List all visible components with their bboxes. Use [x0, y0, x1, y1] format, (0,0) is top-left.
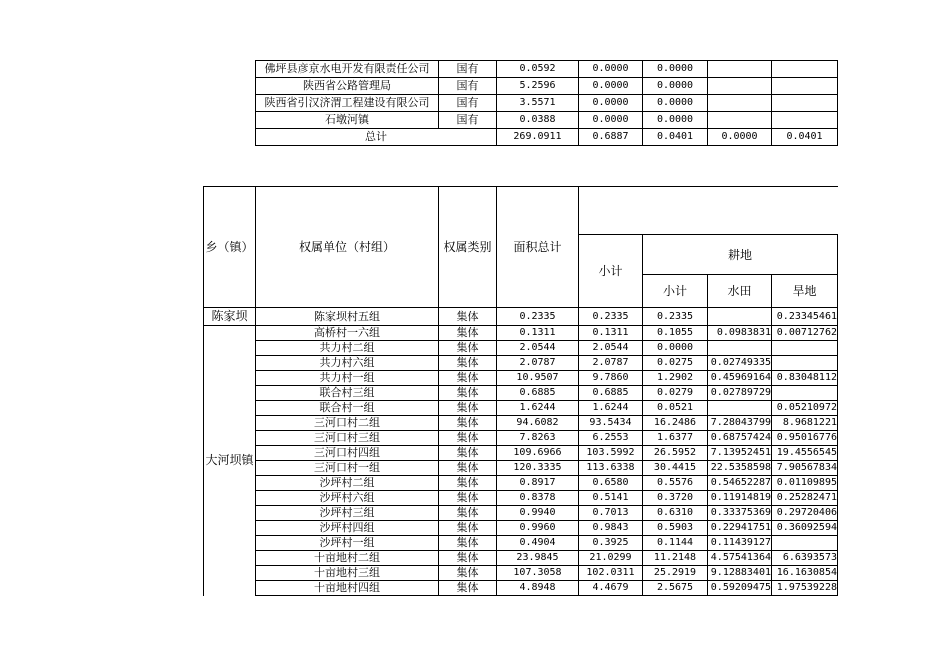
- table-row: [204, 308, 838, 326]
- cell-dry: 0.29720406: [772, 506, 838, 521]
- cell-area-total: 23.9845: [497, 551, 579, 566]
- table-row: [256, 61, 838, 78]
- cell-type: 集体: [439, 536, 497, 551]
- cell-subtotal: 0.3925: [579, 536, 643, 551]
- cell-area-total: 109.6966: [497, 446, 579, 461]
- cell-paddy: [708, 78, 772, 95]
- cell-dry: 0.01109895: [772, 476, 838, 491]
- cell-subtotal: 0.0000: [579, 112, 643, 129]
- table-row: [204, 491, 838, 506]
- cell-dry: 16.1630854: [772, 566, 838, 581]
- table-row: [204, 521, 838, 536]
- cell-dry: [772, 386, 838, 401]
- table-row: [204, 326, 838, 341]
- table-row: [204, 371, 838, 386]
- cell-area-total: 3.5571: [497, 95, 579, 112]
- cell-subtotal: 21.0299: [579, 551, 643, 566]
- cell-farm-subtotal: 30.4415: [643, 461, 708, 476]
- cell-area-total: 2.0787: [497, 356, 579, 371]
- cell-type: 集体: [439, 581, 497, 596]
- cell-unit: 联合村三组: [256, 386, 439, 401]
- cell-farm-subtotal: 1.2902: [643, 371, 708, 386]
- cell-paddy: 0.02789729: [708, 386, 772, 401]
- cell-area-total: 0.8378: [497, 491, 579, 506]
- cell-unit: 石墩河镇: [256, 112, 439, 129]
- cell-farm-subtotal: 0.0521: [643, 401, 708, 416]
- cell-farm-subtotal: 0.5903: [643, 521, 708, 536]
- cell-farm-subtotal: 0.0000: [643, 61, 708, 78]
- cell-farm-subtotal: 0.0000: [643, 112, 708, 129]
- cell-type: 集体: [439, 551, 497, 566]
- table-row: [204, 446, 838, 461]
- cell-subtotal: 93.5434: [579, 416, 643, 431]
- header-dry: 旱地: [772, 275, 838, 308]
- cell-type: 集体: [439, 446, 497, 461]
- cell-unit: 共力村一组: [256, 371, 439, 386]
- table-row: [204, 401, 838, 416]
- cell-dry: 0.05210972: [772, 401, 838, 416]
- table-row: [256, 78, 838, 95]
- cell-farm-subtotal: 0.6310: [643, 506, 708, 521]
- town-cell: 大河坝镇: [204, 326, 256, 596]
- cell-area-total: 0.9940: [497, 506, 579, 521]
- cell-farm-subtotal: 0.2335: [643, 308, 708, 326]
- cell-paddy: 0.11439127: [708, 536, 772, 551]
- cell-dry: [772, 78, 838, 95]
- cell-area-total: 0.4904: [497, 536, 579, 551]
- cell-paddy: [708, 341, 772, 356]
- cell-farm-subtotal: 11.2148: [643, 551, 708, 566]
- cell-unit: 沙坪村二组: [256, 476, 439, 491]
- cell-paddy: 0.68757424: [708, 431, 772, 446]
- cell-unit: 联合村一组: [256, 401, 439, 416]
- cell-unit: 共力村二组: [256, 341, 439, 356]
- header-unit: 权属单位（村组）: [256, 187, 439, 308]
- cell-subtotal: 2.0787: [579, 356, 643, 371]
- cell-type: 集体: [439, 341, 497, 356]
- total-total: 269.0911: [497, 129, 579, 146]
- cell-paddy: 7.28043799: [708, 416, 772, 431]
- cell-farm-subtotal: 0.0000: [643, 78, 708, 95]
- cell-type: 集体: [439, 521, 497, 536]
- cell-area-total: 0.8917: [497, 476, 579, 491]
- cell-farm-subtotal: 0.0000: [643, 341, 708, 356]
- header-type: 权属类别: [439, 187, 497, 308]
- cell-area-total: 10.9507: [497, 371, 579, 386]
- cell-type: 集体: [439, 416, 497, 431]
- table-row: [256, 112, 838, 129]
- cell-unit: 佛坪县彦京水电开发有限责任公司: [256, 61, 439, 78]
- table-row: [204, 356, 838, 371]
- cell-unit: 沙坪村一组: [256, 536, 439, 551]
- cell-area-total: 0.0592: [497, 61, 579, 78]
- cell-paddy: 0.33375369: [708, 506, 772, 521]
- cell-paddy: 4.57541364: [708, 551, 772, 566]
- cell-area-total: 0.6885: [497, 386, 579, 401]
- header-farmland: 耕地: [643, 235, 838, 275]
- table-row: [204, 581, 838, 596]
- cell-paddy: [708, 308, 772, 326]
- cell-dry: [772, 356, 838, 371]
- cell-unit: 陕西省公路管理局: [256, 78, 439, 95]
- cell-type: 集体: [439, 431, 497, 446]
- cell-subtotal: 0.5141: [579, 491, 643, 506]
- cell-paddy: 0.22941751: [708, 521, 772, 536]
- cell-subtotal: 0.0000: [579, 61, 643, 78]
- cell-dry: [772, 341, 838, 356]
- cell-area-total: 7.8263: [497, 431, 579, 446]
- cell-farm-subtotal: 0.1055: [643, 326, 708, 341]
- cell-unit: 三河口村二组: [256, 416, 439, 431]
- cell-type: 集体: [439, 401, 497, 416]
- cell-farm-subtotal: 2.5675: [643, 581, 708, 596]
- cell-type: 集体: [439, 566, 497, 581]
- table-row: [204, 476, 838, 491]
- header-paddy: 水田: [708, 275, 772, 308]
- cell-farm-subtotal: 0.3720: [643, 491, 708, 506]
- cell-dry: [772, 536, 838, 551]
- table-row: [204, 506, 838, 521]
- cell-paddy: 0.0983831: [708, 326, 772, 341]
- cell-area-total: 5.2596: [497, 78, 579, 95]
- cell-subtotal: 102.0311: [579, 566, 643, 581]
- cell-type: 集体: [439, 506, 497, 521]
- cell-unit: 三河口村三组: [256, 431, 439, 446]
- table-row: [204, 566, 838, 581]
- cell-subtotal: 113.6338: [579, 461, 643, 476]
- header-town: 乡（镇）: [204, 187, 256, 308]
- cell-dry: [772, 112, 838, 129]
- cell-type: 集体: [439, 386, 497, 401]
- cell-subtotal: 0.7013: [579, 506, 643, 521]
- cell-paddy: [708, 112, 772, 129]
- cell-farm-subtotal: 0.0279: [643, 386, 708, 401]
- cell-area-total: 0.2335: [497, 308, 579, 326]
- cell-area-total: 120.3335: [497, 461, 579, 476]
- cell-type: 集体: [439, 371, 497, 386]
- header-subtotal: 小计: [579, 235, 643, 308]
- cell-paddy: 7.13952451: [708, 446, 772, 461]
- cell-area-total: 0.0388: [497, 112, 579, 129]
- cell-unit: 陈家坝村五组: [256, 308, 439, 326]
- cell-paddy: 9.12883401: [708, 566, 772, 581]
- cell-unit: 三河口村四组: [256, 446, 439, 461]
- table-row: [204, 431, 838, 446]
- cell-paddy: 0.54652287: [708, 476, 772, 491]
- cell-type: 国有: [439, 95, 497, 112]
- cell-type: 国有: [439, 78, 497, 95]
- total-row: [256, 129, 838, 146]
- total-paddy: 0.0000: [708, 129, 772, 146]
- cell-subtotal: 0.6885: [579, 386, 643, 401]
- cell-dry: 19.4556545: [772, 446, 838, 461]
- cell-type: 集体: [439, 326, 497, 341]
- table-row: [204, 386, 838, 401]
- cell-unit: 沙坪村三组: [256, 506, 439, 521]
- table-row: [204, 551, 838, 566]
- cell-unit: 十亩地村二组: [256, 551, 439, 566]
- cell-type: 国有: [439, 112, 497, 129]
- cell-farm-subtotal: 16.2486: [643, 416, 708, 431]
- cell-area-total: 0.1311: [497, 326, 579, 341]
- cell-dry: 7.90567834: [772, 461, 838, 476]
- total-sub: 0.6887: [579, 129, 643, 146]
- cell-paddy: [708, 95, 772, 112]
- cell-dry: 0.83048112: [772, 371, 838, 386]
- cell-type: 集体: [439, 308, 497, 326]
- table-row: [204, 461, 838, 476]
- cell-subtotal: 0.6580: [579, 476, 643, 491]
- cell-area-total: 107.3058: [497, 566, 579, 581]
- cell-unit: 共力村六组: [256, 356, 439, 371]
- cell-dry: 0.36092594: [772, 521, 838, 536]
- table-row: [204, 341, 838, 356]
- cell-dry: 0.23345461: [772, 308, 838, 326]
- total-farm-sub: 0.0401: [643, 129, 708, 146]
- land-ownership-table: [203, 186, 838, 596]
- cell-paddy: 0.59209475: [708, 581, 772, 596]
- cell-paddy: [708, 401, 772, 416]
- cell-area-total: 94.6082: [497, 416, 579, 431]
- cell-dry: 1.97539228: [772, 581, 838, 596]
- cell-paddy: 0.02749335: [708, 356, 772, 371]
- cell-unit: 沙坪村六组: [256, 491, 439, 506]
- header-group-blank: [579, 187, 838, 235]
- cell-type: 国有: [439, 61, 497, 78]
- cell-subtotal: 0.9843: [579, 521, 643, 536]
- cell-area-total: 0.9960: [497, 521, 579, 536]
- cell-dry: 0.95016776: [772, 431, 838, 446]
- cell-subtotal: 6.2553: [579, 431, 643, 446]
- town-cell: 陈家坝: [204, 308, 256, 326]
- cell-farm-subtotal: 0.1144: [643, 536, 708, 551]
- cell-farm-subtotal: 0.0000: [643, 95, 708, 112]
- cell-subtotal: 1.6244: [579, 401, 643, 416]
- cell-type: 集体: [439, 356, 497, 371]
- cell-dry: 0.25282471: [772, 491, 838, 506]
- cell-subtotal: 103.5992: [579, 446, 643, 461]
- cell-dry: [772, 61, 838, 78]
- cell-dry: [772, 95, 838, 112]
- header-farm-subtotal: 小计: [643, 275, 708, 308]
- cell-subtotal: 0.0000: [579, 78, 643, 95]
- cell-dry: 6.6393573: [772, 551, 838, 566]
- cell-dry: 8.9681221: [772, 416, 838, 431]
- cell-farm-subtotal: 0.5576: [643, 476, 708, 491]
- cell-unit: 十亩地村四组: [256, 581, 439, 596]
- cell-paddy: 0.11914819: [708, 491, 772, 506]
- cell-farm-subtotal: 0.0275: [643, 356, 708, 371]
- cell-paddy: [708, 61, 772, 78]
- table-row: [256, 95, 838, 112]
- cell-farm-subtotal: 25.2919: [643, 566, 708, 581]
- cell-farm-subtotal: 1.6377: [643, 431, 708, 446]
- cell-unit: 高桥村一六组: [256, 326, 439, 341]
- cell-subtotal: 2.0544: [579, 341, 643, 356]
- cell-area-total: 1.6244: [497, 401, 579, 416]
- cell-subtotal: 4.4679: [579, 581, 643, 596]
- cell-paddy: 0.45969164: [708, 371, 772, 386]
- table-row: [204, 536, 838, 551]
- total-dry: 0.0401: [772, 129, 838, 146]
- cell-area-total: 2.0544: [497, 341, 579, 356]
- cell-unit: 十亩地村三组: [256, 566, 439, 581]
- cell-type: 集体: [439, 491, 497, 506]
- table-row: [204, 416, 838, 431]
- summary-table: [255, 60, 838, 146]
- cell-subtotal: 0.0000: [579, 95, 643, 112]
- cell-unit: 沙坪村四组: [256, 521, 439, 536]
- cell-type: 集体: [439, 476, 497, 491]
- cell-farm-subtotal: 26.5952: [643, 446, 708, 461]
- cell-subtotal: 0.1311: [579, 326, 643, 341]
- cell-area-total: 4.8948: [497, 581, 579, 596]
- header-area-total: 面积总计: [497, 187, 579, 308]
- cell-unit: 三河口村一组: [256, 461, 439, 476]
- cell-subtotal: 0.2335: [579, 308, 643, 326]
- cell-subtotal: 9.7860: [579, 371, 643, 386]
- cell-type: 集体: [439, 461, 497, 476]
- cell-paddy: 22.5358598: [708, 461, 772, 476]
- cell-unit: 陕西省引汉济渭工程建设有限公司: [256, 95, 439, 112]
- total-label: 总计: [256, 129, 497, 146]
- cell-dry: 0.00712762: [772, 326, 838, 341]
